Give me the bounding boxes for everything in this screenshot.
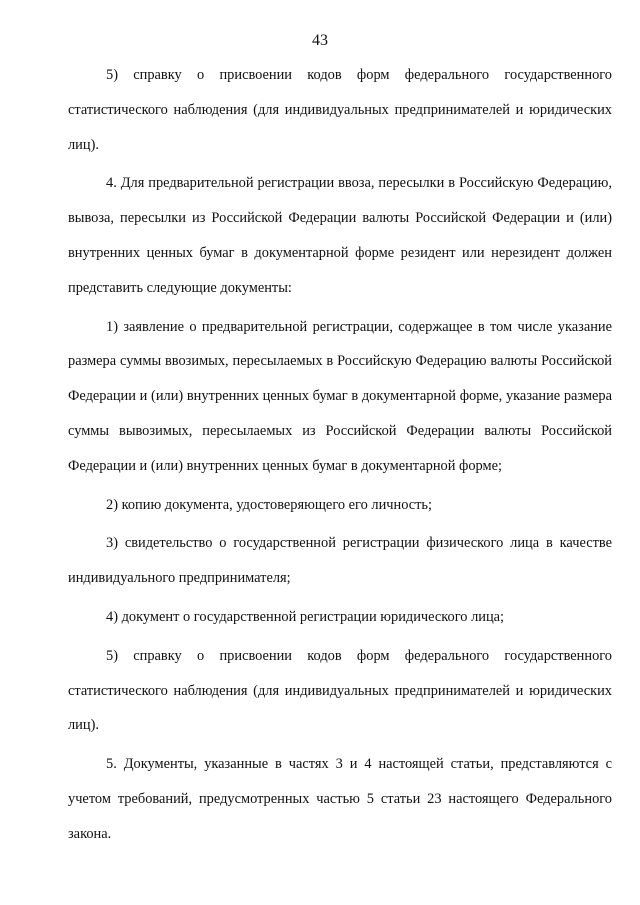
paragraph-item-5-statistics-codes-part4: 5) справку о присвоении кодов форм федерального государственного статистического наблюдения (для индивидуальных предпринимателей и юридических лиц). (68, 647, 612, 734)
paragraph-item-4-legal-entity-registration: 4) документ о государственной регистрации юридического лица; (106, 608, 505, 625)
page-number: 43 (312, 32, 328, 49)
paragraph-item-1-application: 1) заявление о предварительной регистрации, содержащее в том числе указание размера суммы ввозимых, пересылаемых в Российскую Федерацию валюты Российской Федерации и (или) внутренних ценных бумаг в документарной форме, указание размера суммы вывозимых, пересылаемых из Российской Федерации валюты Российской Федерации и (или) внутренних ценных бумаг в документарной форме; (68, 318, 612, 474)
paragraph-item-3-entrepreneur-certificate: 3) свидетельство о государственной регистрации физического лица в качестве индивидуального предпринимателя; (68, 535, 612, 587)
paragraph-part-5-requirements: 5. Документы, указанные в частях 3 и 4 настоящей статьи, представляются с учетом требований, предусмотренных частью 5 статьи 23 настоящего Федерального закона. (68, 756, 612, 842)
paragraph-item-5-statistics-codes-part3: 5) справку о присвоении кодов форм федерального государственного статистического наблюдения (для индивидуальных предпринимателей и юридических лиц). (68, 67, 612, 153)
paragraph-item-2-identity-document: 2) копию документа, удостоверяющего его личность; (106, 496, 432, 513)
paragraph-part-4-preliminary-registration: 4. Для предварительной регистрации ввоза, пересылки в Российскую Федерацию, вывоза, пересылки из Российской Федерации валюты Российской Федерации и (или) внутренних ценных бумаг в документарной форме резидент или нерезидент должен представить следующие документы: (68, 175, 612, 296)
document-body (68, 58, 612, 852)
